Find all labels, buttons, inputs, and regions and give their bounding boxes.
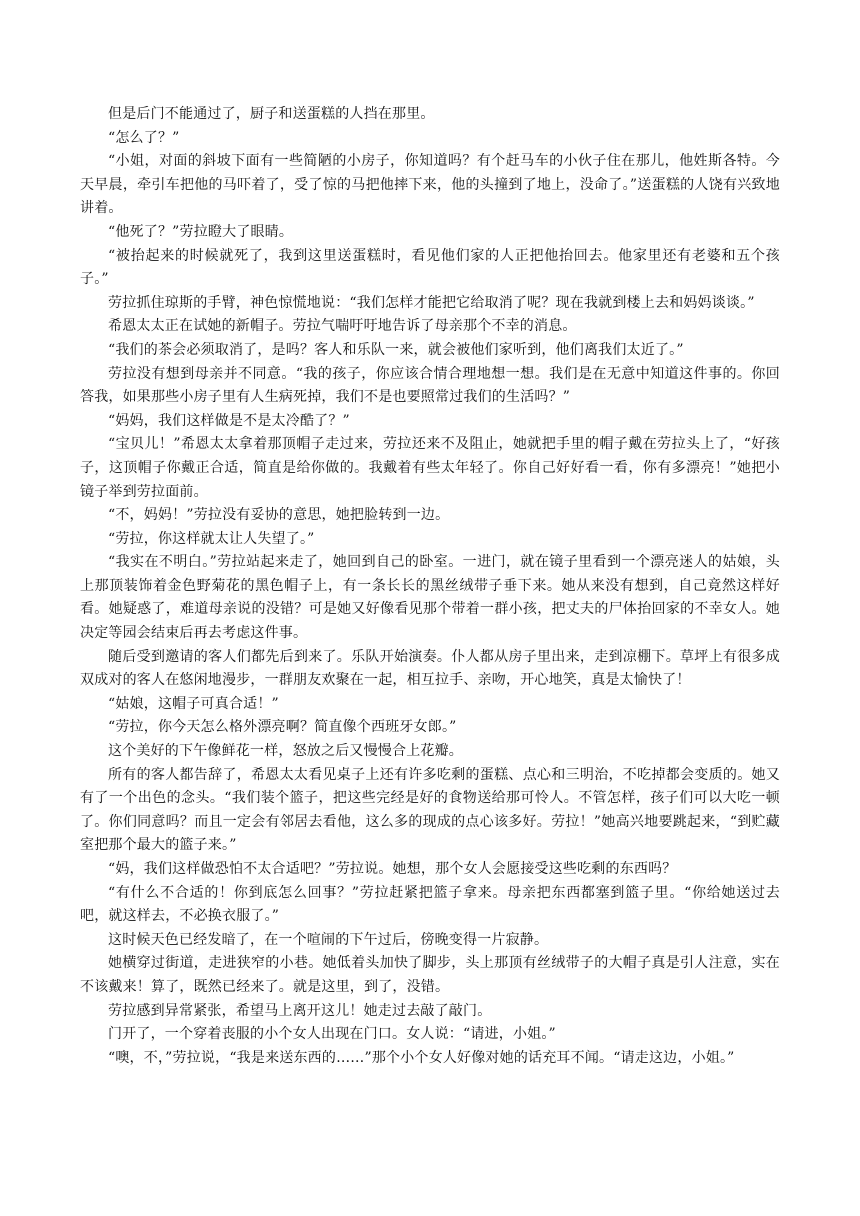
paragraph: 但是后门不能通过了，厨子和送蛋糕的人挡在那里。 [108, 106, 435, 122]
paragraph: 劳拉感到异常紧张，希望马上离开这儿！她走过去敲了敲门。 [108, 1002, 492, 1019]
paragraph: “我实在不明白。”劳拉站起来走了，她回到自己的卧室。一进门，就在镜子里看到一个漂亮迷人的姑娘，头上那顶装饰着金色野菊花的黑色帽子上，有一条长长的黑丝绒带子垂下来。她从来没有想到，自己竟然这样好看。她疑惑了，难道母亲说的没错？可是她又好像看见那个带着一群小孩，把丈夫的尸体抬回家的不幸女人。她决定等园会结束后再去考虑这件事。 [80, 554, 780, 642]
paragraph: “劳拉，你这样就太让人失望了。” [108, 530, 315, 547]
paragraph: 劳拉抓住琼斯的手臂，神色惊慌地说：“我们怎样才能把它给取消了呢？现在我就到楼上去和妈妈谈谈。” [108, 294, 755, 311]
story-text [80, 103, 780, 1070]
paragraph: “有什么不合适的！你到底怎么回事？”劳拉赶紧把篮子拿来。母亲把东西都塞到篮子里。“你给她送过去吧，就这样去，不必换衣服了。” [80, 884, 780, 925]
paragraph: “劳拉，你今天怎么格外漂亮啊？简直像个西班牙女郎。” [108, 719, 457, 736]
paragraph: “妈，我们这样做恐怕不太合适吧？”劳拉说。她想，那个女人会愿接受这些吃剩的东西吗？ [108, 861, 677, 877]
paragraph: “怎么了？” [108, 129, 180, 146]
paragraph: 这个美好的下午像鲜花一样，怒放之后又慢慢合上花瓣。 [108, 743, 463, 760]
paragraph: “不，妈妈！”劳拉没有妥协的意思，她把脸转到一边。 [108, 507, 450, 524]
paragraph: 劳拉没有想到母亲并不同意。“我的孩子，你应该合情合理地想一想。我们是在无意中知道这件事的。你回答我，如果那些小房子里有人生病死掉，我们不是也要照常过我们的生活吗？” [80, 365, 780, 406]
paragraph: “他死了？”劳拉瞪大了眼睛。 [108, 223, 294, 240]
paragraph: 她横穿过街道，走进狭窄的小巷。她低着头加快了脚步，头上那顶有丝绒带子的大帽子真是引人注意，实在不该戴来！算了，既然已经来了。就是这里，到了，没错。 [80, 955, 780, 995]
paragraph: 希恩太太正在试她的新帽子。劳拉气喘吁吁地告诉了母亲那个不幸的消息。 [108, 318, 577, 335]
paragraph: 这时候天色已经发暗了，在一个喧闹的下午过后，傍晚变得一片寂静。 [108, 931, 549, 948]
paragraph: 门开了，一个穿着丧服的小个女人出现在门口。女人说：“请进，小姐。” [108, 1026, 556, 1043]
paragraph: “姑娘，这帽子可真合适！” [108, 695, 279, 712]
paragraph: “我们的茶会必须取消了，是吗？客人和乐队一来，就会被他们家听到，他们离我们太近了。” [108, 341, 684, 358]
paragraph: 随后受到邀请的客人们都先后到来了。乐队开始演奏。仆人都从房子里出来，走到凉棚下。草坪上有很多成双成对的客人在悠闲地漫步，一群朋友欢聚在一起，相互拉手、亲吻，开心地笑，真是太愉快了！ [80, 648, 780, 689]
paragraph: “妈妈，我们这样做是不是太冷酷了？” [108, 412, 350, 429]
paragraph: “小姐，对面的斜坡下面有一些简陋的小房子，你知道吗？有个赶马车的小伙子住在那儿，他姓斯各特。今天早晨，牵引车把他的马吓着了，受了惊的马把他摔下来，他的头撞到了地上，没命了。”送蛋糕的人饶有兴致地讲着。 [80, 153, 780, 217]
paragraph: 所有的客人都告辞了，希恩太太看见桌子上还有许多吃剩的蛋糕、点心和三明治，不吃掉都会变质的。她又有了一个出色的念头。“我们装个篮子，把这些完经是好的食物送给那可怜人。不管怎样，孩子们可以大吃一顿了。你们同意吗？而且一定会有邻居去看他，这么多的现成的点心该多好。劳拉！”她高兴地要跳起来，“到贮藏室把那个最大的篮子来。” [80, 766, 780, 854]
paragraph: “宝贝儿！”希恩太太拿着那顶帽子走过来，劳拉还来不及阻止，她就把手里的帽子戴在劳拉头上了，“好孩子，这顶帽子你戴正合适，简直是给你做的。我戴着有些太年轻了。你自己好好看一看，你有多漂亮！”她把小镜子举到劳拉面前。 [80, 436, 780, 500]
paragraph: “被抬起来的时候就死了，我到这里送蛋糕时，看见他们家的人正把他抬回去。他家里还有老婆和五个孩子。” [80, 247, 780, 288]
paragraph: “噢，不，”劳拉说，“我是来送东西的……”那个小个女人好像对她的话充耳不闻。“请走这边，小姐。” [108, 1049, 735, 1066]
